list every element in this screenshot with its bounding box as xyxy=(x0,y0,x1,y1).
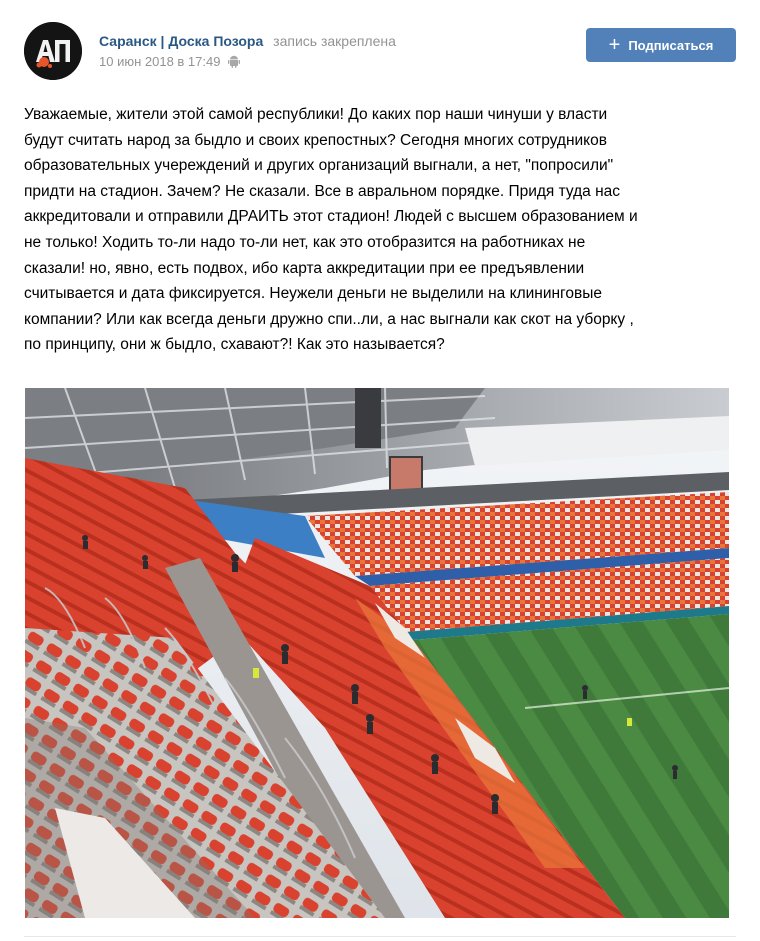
android-icon xyxy=(228,55,240,72)
post-text-line: придти на стадион. Зачем? Не сказали. Все в авральном порядке. Придя туда нас xyxy=(24,182,621,200)
pinned-label: запись закреплена xyxy=(273,33,396,49)
post-text-line: образовательных учереждений и других организаций выгнали, а нет, "попросили" xyxy=(24,157,614,175)
post-text-line: по принципу, они ж быдло, схавают?! Как это называется? xyxy=(24,336,445,354)
post-text xyxy=(24,102,736,358)
community-avatar[interactable] xyxy=(24,22,82,80)
post-text-line: Уважаемые, жители этой самой республики! До каких пор наши чинуши у власти xyxy=(24,106,608,123)
community-name-link[interactable]: Саранск | Доска Позора xyxy=(99,33,264,49)
post-text-line: сказали! но, явно, есть подвох, ибо карта аккредитации при ее предъявлении xyxy=(24,259,585,277)
subscribe-label: Подписаться xyxy=(628,37,714,53)
author-line xyxy=(99,32,519,50)
post-date-link[interactable]: 10 июн 2018 в 17:49 xyxy=(99,54,221,69)
plus-icon: + xyxy=(608,34,621,56)
post-text-line: аккредитовали и отправили ДРАИТЬ этот стадион! Людей с высшем образованием и xyxy=(24,208,638,226)
avatar-logo-icon xyxy=(24,22,82,80)
post-text-line: считывается и дата фиксируется. Неужели деньги не выделили на клининговые xyxy=(24,285,602,303)
post-header xyxy=(24,22,736,82)
post-divider xyxy=(24,936,736,937)
post-text-line: компании? Или как всегда деньги дружно спи..ли, а нас выгнали как скот на уборку , xyxy=(24,310,634,328)
post-text-line: не только! Ходить то-ли надо то-ли нет, как это отобразится на работниках не xyxy=(24,233,586,251)
post-text-line: будут считать народ за быдло и своих крепостных? Сегодня многих сотрудников xyxy=(24,131,607,149)
stadium-photo xyxy=(25,388,729,918)
post-photo[interactable] xyxy=(25,388,729,918)
author-block xyxy=(99,32,519,72)
subscribe-button[interactable] xyxy=(586,28,736,62)
post-date-line xyxy=(99,54,519,72)
